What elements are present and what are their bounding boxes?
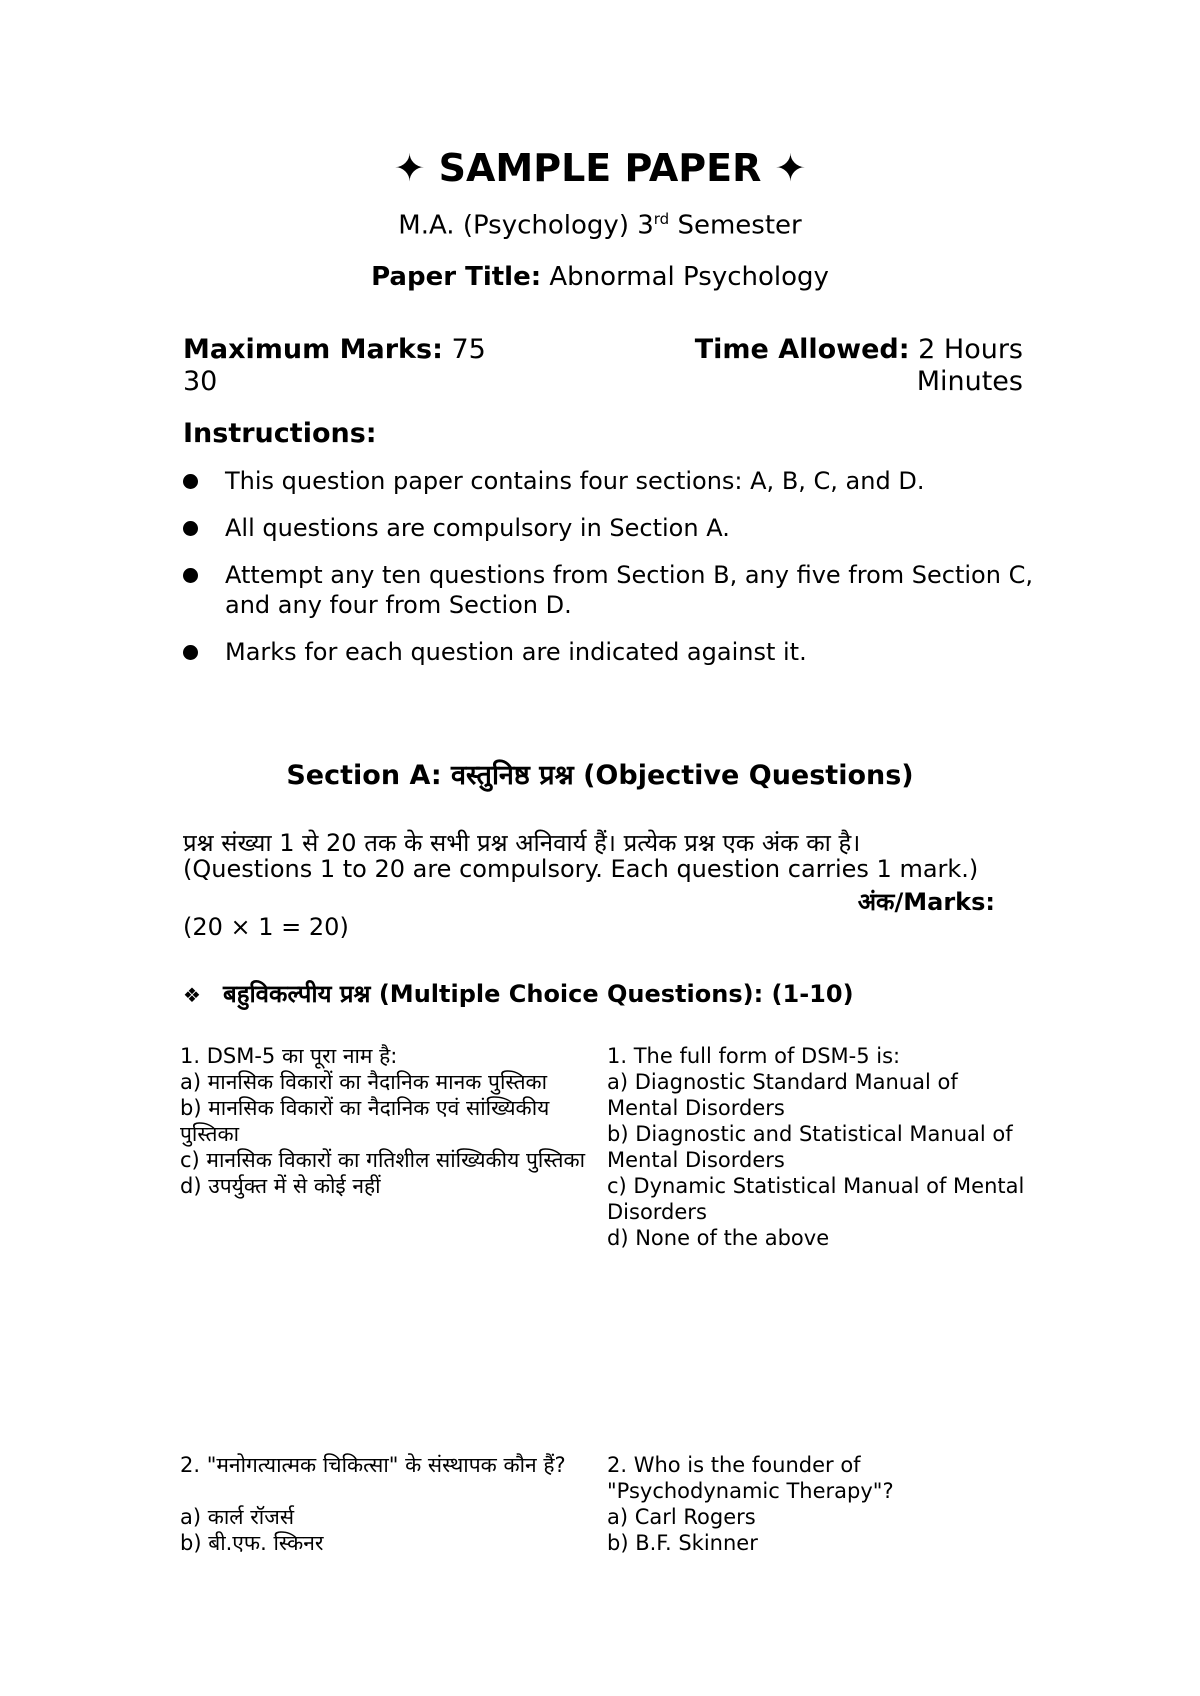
mcq-heading: [183, 977, 854, 1010]
mcq-heading-text: बहुविकल्पीय प्रश्न (Multiple Choice Questions): (1-10): [223, 980, 854, 1008]
question-2-english: [607, 1452, 1027, 1556]
question-stem: 2. "मनोगत्यात्मक चिकित्सा" के संस्थापक कौन हैं?: [180, 1453, 566, 1477]
max-marks-label: Maximum Marks:: [183, 334, 443, 365]
question-1-hindi: [180, 1043, 600, 1199]
semester-ordinal: rd: [653, 210, 670, 228]
bullet-dot-icon: [183, 568, 198, 583]
option-d: d) None of the above: [607, 1226, 830, 1250]
bullet-dot-icon: [183, 474, 198, 489]
section-a-heading: Section A: वस्तुनिष्ठ प्रश्न (Objective Questions): [286, 760, 914, 791]
option-c: c) मानसिक विकारों का गतिशील सांख्यिकीय पुस्तिका: [180, 1148, 586, 1172]
question-stem: 2. Who is the founder of "Psychodynamic Therapy"?: [607, 1453, 894, 1503]
max-marks: [183, 334, 486, 366]
question-stem: 1. DSM-5 का पूरा नाम है:: [180, 1044, 398, 1068]
section-a-marks-calc: (20 × 1 = 20): [183, 913, 349, 941]
bullet-dot-icon: [183, 645, 198, 660]
bullet-dot-icon: [183, 521, 198, 536]
instruction-item: [183, 466, 1043, 496]
instruction-text: Attempt any ten questions from Section B, any five from Section C, and any four from Section D.: [225, 561, 1033, 619]
option-b: b) मानसिक विकारों का नैदानिक एवं सांख्यिकीय पुस्तिका: [180, 1096, 550, 1146]
option-b: b) Diagnostic and Statistical Manual of Mental Disorders: [607, 1122, 1013, 1172]
option-c: c) Dynamic Statistical Manual of Mental Disorders: [607, 1174, 1025, 1224]
instruction-item: [183, 637, 1043, 667]
time-allowed: [695, 334, 1023, 366]
option-a: a) मानसिक विकारों का नैदानिक मानक पुस्तिका: [180, 1070, 548, 1094]
time-value: 2 Hours: [909, 334, 1023, 365]
instruction-item: [183, 560, 1043, 620]
max-marks-value: 75: [442, 334, 486, 365]
option-a: a) कार्ल रॉजर्स: [180, 1505, 295, 1529]
time-label: Time Allowed:: [694, 334, 910, 365]
paper-title-banner: ✦ SAMPLE PAPER ✦: [393, 146, 807, 190]
time-wrap: Minutes: [916, 366, 1023, 397]
instructions-heading: Instructions:: [183, 418, 377, 449]
question-1-english: [607, 1043, 1027, 1251]
course-main: M.A. (Psychology) 3: [398, 210, 654, 241]
course-tail: Semester: [669, 210, 802, 241]
section-a-note-hindi: प्रश्न संख्या 1 से 20 तक के सभी प्रश्न अनिवार्य हैं। प्रत्येक प्रश्न एक अंक का है।: [183, 829, 861, 857]
question-2-hindi: [180, 1452, 610, 1556]
question-stem: 1. The full form of DSM-5 is:: [607, 1044, 901, 1068]
instructions-list: [183, 466, 1043, 684]
section-a-marks-label: अंक/Marks:: [857, 888, 995, 916]
option-a: a) Carl Rogers: [607, 1505, 756, 1529]
instruction-text: Marks for each question are indicated against it.: [225, 638, 807, 666]
option-b: b) B.F. Skinner: [607, 1531, 758, 1555]
diamond-star-icon: ❖: [183, 983, 201, 1007]
max-marks-wrap: 30: [183, 366, 218, 397]
option-d: d) उपर्युक्त में से कोई नहीं: [180, 1174, 381, 1198]
paper-title: [0, 262, 1200, 292]
option-b: b) बी.एफ. स्किनर: [180, 1531, 324, 1555]
paper-title-label: Paper Title:: [371, 262, 542, 292]
instruction-item: [183, 513, 1043, 543]
section-a-note-english: (Questions 1 to 20 are compulsory. Each question carries 1 mark.): [183, 855, 979, 883]
instruction-text: All questions are compulsory in Section A.: [225, 514, 730, 542]
instruction-text: This question paper contains four sections: A, B, C, and D.: [225, 467, 925, 495]
paper-title-value: Abnormal Psychology: [541, 262, 829, 292]
option-a: a) Diagnostic Standard Manual of Mental Disorders: [607, 1070, 958, 1120]
course-semester: [0, 210, 1200, 241]
